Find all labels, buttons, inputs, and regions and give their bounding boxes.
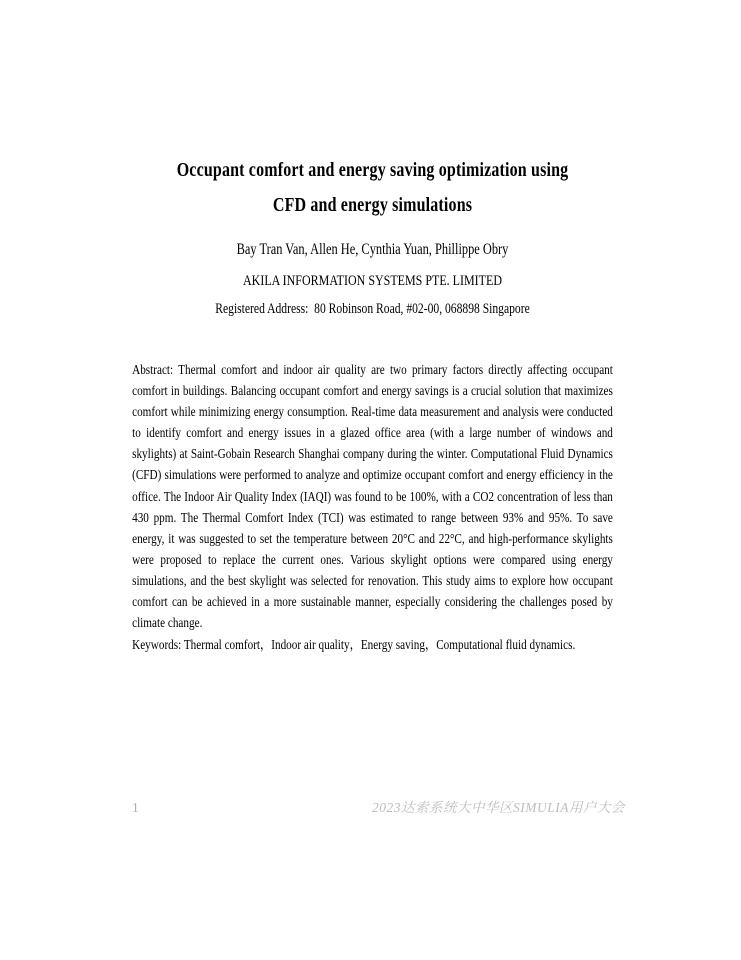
affiliation: AKILA INFORMATION SYSTEMS PTE. LIMITED xyxy=(242,273,502,289)
abstract-paragraph: Abstract: Thermal comfort and indoor air quality are two primary factors directly affecting occupant comfort in buildings. Balancing occupant comfort and energy savings is a crucial solution that maximizes comfort while minimizing energy consumption. Real-time data measurement and analysis were conducted to identify comfort and energy issues in a glazed office area (with a large number of windows and skylights) at Saint-Gobain Research Shanghai company during the winter. Computational Fluid Dynamics (CFD) simulations were performed to analyze and optimize occupant comfort and energy efficiency in the office. The Indoor Air Quality Index (IAQI) was found to be 100%, with a CO2 concentration of less than 430 ppm. The Thermal Comfort Index (TCI) was estimated to range between 93% and 95%. To save energy, it was suggested to set the temperature between 20°C and 22°C, and high-performance skylights were proposed to replace the current ones. Various skylight options were compared using energy simulations, and the best skylight was selected for renovation. This study aims to explore how occupant comfort can be achieved in a more sustainable manner, especially considering the challenges posed by climate change. xyxy=(132,363,613,632)
author-list: Bay Tran Van, Allen He, Cynthia Yuan, Phillippe Obry xyxy=(236,241,509,258)
paper-title xyxy=(132,153,613,223)
page-footer xyxy=(132,796,625,816)
conference-title: 2023达索系统大中华区SIMULIA用户大会 xyxy=(372,800,625,815)
paper-title-line-1: Occupant comfort and energy saving optimization using xyxy=(176,159,569,181)
paper-title-line-2: CFD and energy simulations xyxy=(272,194,473,216)
page-number: 1 xyxy=(132,800,139,815)
keywords-line: Keywords: Thermal comfort，Indoor air quality，Energy saving，Computational fluid dynamics. xyxy=(132,638,576,654)
content-column xyxy=(132,0,613,656)
registered-address: Registered Address: 80 Robinson Road, #02-00, 068898 Singapore xyxy=(215,301,530,317)
